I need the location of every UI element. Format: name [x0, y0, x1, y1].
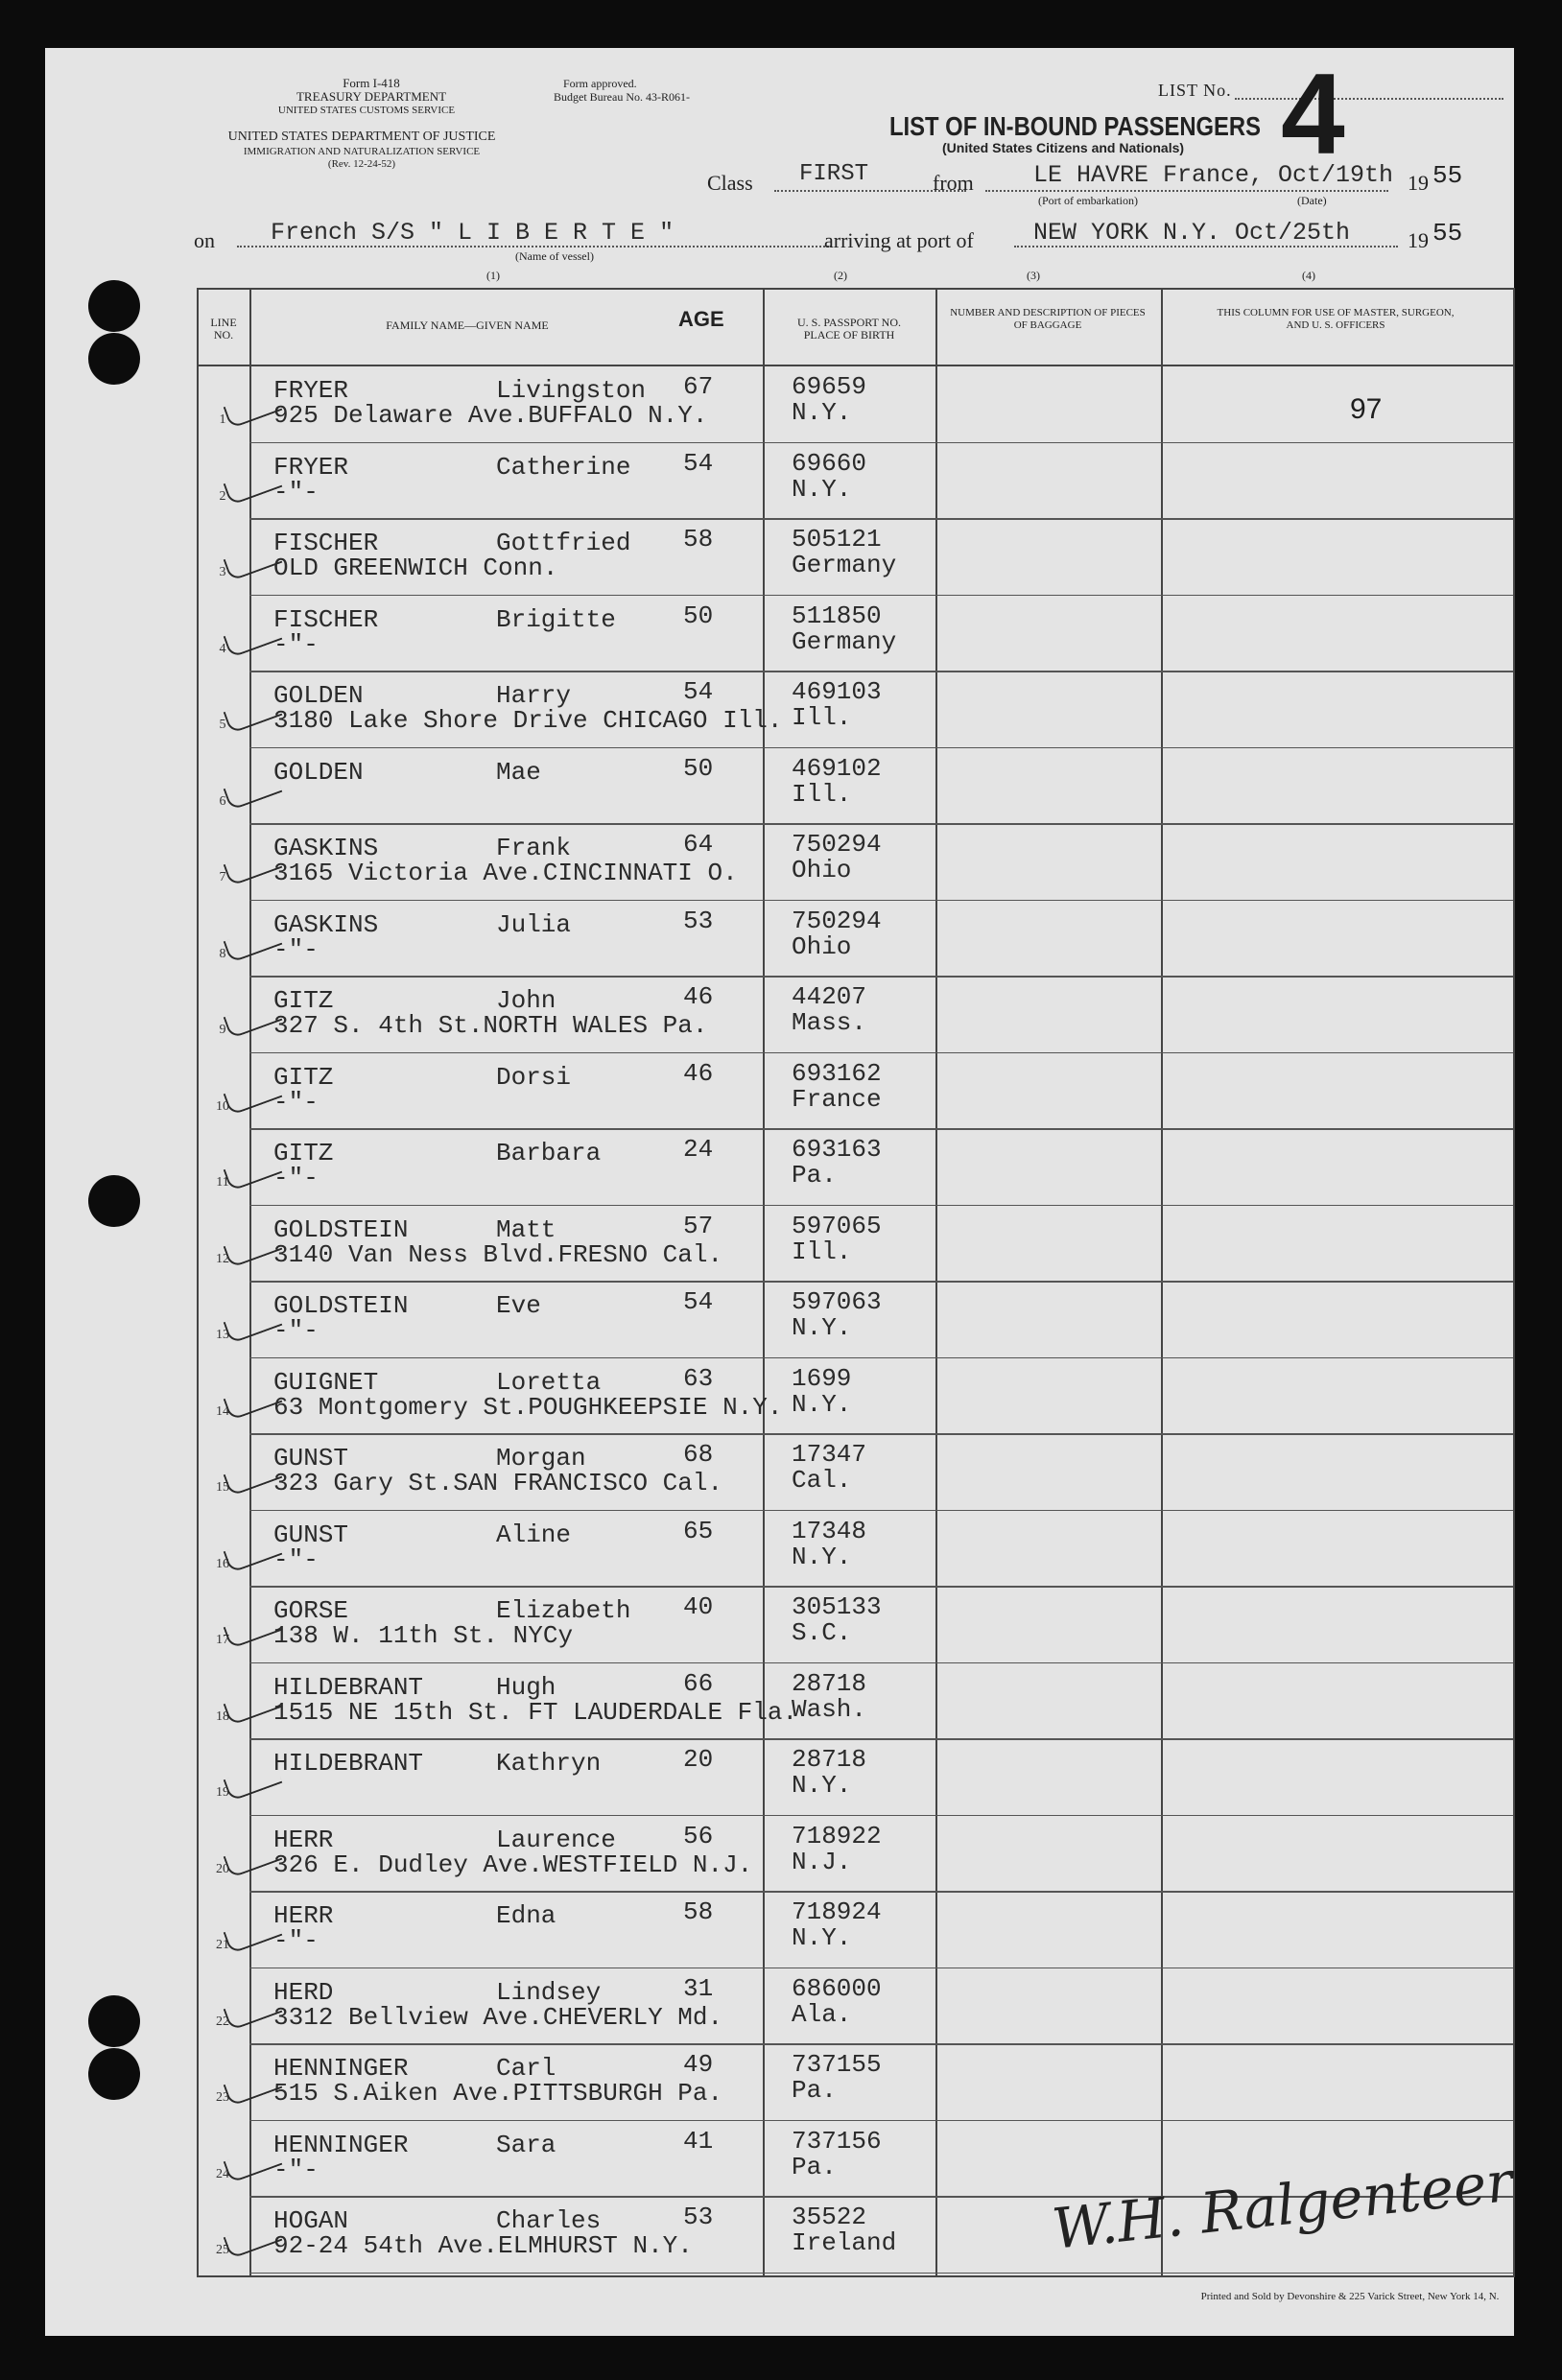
date-label: (Date): [1297, 194, 1327, 207]
given-name: Brigitte: [496, 604, 616, 634]
vessel-label: (Name of vessel): [515, 249, 594, 263]
given-name: Edna: [496, 1901, 556, 1930]
from-label: from: [933, 171, 974, 195]
passport-number: 737155: [792, 2050, 882, 2079]
row-divider: [249, 595, 1513, 597]
col-header-passport: U. S. PASSPORT NO. PLACE OF BIRTH: [797, 316, 901, 342]
age-value: 66: [683, 1668, 714, 1698]
col-header-line-no: LINE NO.: [210, 316, 237, 342]
col-header-officers: THIS COLUMN FOR USE OF MASTER, SURGEON, AND U. S. OFFICERS: [1217, 307, 1455, 331]
line-number: 8: [219, 946, 226, 961]
passport-number: 693163: [792, 1135, 882, 1164]
age-value: 24: [683, 1135, 714, 1164]
year2-value: 55: [1432, 219, 1463, 247]
line-number: 19: [216, 1785, 229, 1800]
revision-label: (Rev. 12-24-52): [327, 158, 396, 170]
given-name: Harry: [496, 681, 572, 710]
given-name: Kathryn: [496, 1749, 602, 1778]
page-subtitle: (United States Citizens and Nationals): [942, 140, 1185, 155]
address: -"-: [273, 2155, 319, 2184]
line-number: 24: [216, 2166, 229, 2181]
age-value: 67: [683, 372, 714, 401]
budget-label: Budget Bureau No. 43-R061-: [554, 90, 690, 104]
family-name: HOGAN: [273, 2206, 349, 2235]
punch-hole: [88, 1175, 140, 1227]
class-label: Class: [707, 171, 753, 195]
passport-number: 69659: [792, 372, 867, 401]
printer-imprint: Printed and Sold by Devonshire & 225 Varick Street, New York 14, N.: [1200, 2291, 1500, 2302]
line-number: 2: [219, 488, 226, 504]
family-name: GOLDSTEIN: [273, 1291, 409, 1320]
place-of-birth: N.Y.: [792, 474, 852, 504]
row-divider: [249, 671, 1513, 672]
given-name: Eve: [496, 1291, 541, 1320]
place-of-birth: Ill.: [792, 779, 852, 809]
family-name: HERD: [273, 1977, 334, 2007]
punch-hole: [88, 2048, 140, 2100]
row-divider: [249, 1205, 1513, 1207]
passport-number: 750294: [792, 830, 882, 859]
col-header-name: FAMILY NAME—GIVEN NAME: [386, 318, 549, 332]
col-marker-3: (3): [1027, 269, 1040, 282]
row-divider: [249, 976, 1513, 978]
family-name: FRYER: [273, 452, 349, 482]
col-marker-1: (1): [486, 269, 500, 282]
family-name: GOLDSTEIN: [273, 1214, 409, 1244]
list-no-label: LIST No.: [1158, 81, 1232, 100]
list-no-value: 4: [1281, 50, 1345, 178]
address: -"-: [273, 1316, 319, 1345]
address: -"-: [273, 1544, 319, 1574]
line-number: 17: [216, 1633, 229, 1647]
from-value: LE HAVRE France, Oct/19th: [1033, 161, 1394, 189]
family-name: FISCHER: [273, 604, 379, 634]
place-of-birth: Ill.: [792, 1237, 852, 1266]
address: 515 S.Aiken Ave.PITTSBURGH Pa.: [273, 2079, 723, 2108]
age-value: 41: [683, 2126, 714, 2156]
family-name: HENNINGER: [273, 2054, 409, 2083]
line-number: 1: [219, 412, 226, 427]
row-divider: [249, 900, 1513, 902]
address: -"-: [273, 934, 319, 964]
family-name: GITZ: [273, 986, 334, 1015]
row-divider: [249, 1433, 1513, 1435]
row-divider: [249, 2273, 1513, 2274]
age-value: 20: [683, 1745, 714, 1774]
place-of-birth: Ireland: [792, 2228, 897, 2257]
passport-number: 750294: [792, 906, 882, 935]
row-divider: [249, 1281, 1513, 1283]
passport-number: 693162: [792, 1058, 882, 1088]
signature: W.H. Ralgenteer: [1049, 2148, 1516, 2262]
given-name: Barbara: [496, 1139, 602, 1167]
age-value: 65: [683, 1516, 714, 1545]
row-divider: [249, 1815, 1513, 1817]
address: -"-: [273, 1926, 319, 1955]
punch-hole: [88, 1995, 140, 2047]
passport-number: 469103: [792, 677, 882, 706]
given-name: Gottfried: [496, 529, 631, 557]
address: -"-: [273, 1087, 319, 1117]
place-of-birth: Wash.: [792, 1694, 867, 1724]
given-name: Carl: [496, 2054, 556, 2083]
punch-hole: [88, 333, 140, 385]
given-name: Catherine: [496, 452, 631, 482]
line-number: 22: [216, 2014, 229, 2029]
line-number: 15: [216, 1480, 229, 1495]
passport-number: 718924: [792, 1897, 882, 1926]
row-divider: [249, 442, 1513, 444]
age-value: 64: [683, 830, 714, 859]
address: -"-: [273, 477, 319, 507]
family-name: HERR: [273, 1825, 334, 1854]
address: 138 W. 11th St. NYCy: [273, 1621, 574, 1650]
passport-number: 44207: [792, 982, 867, 1011]
family-name: GOLDEN: [273, 757, 364, 787]
line-number: 14: [216, 1403, 229, 1419]
place-of-birth: Pa.: [792, 1161, 837, 1190]
punch-hole: [88, 280, 140, 332]
line-number: 4: [219, 641, 226, 656]
age-value: 63: [683, 1363, 714, 1393]
row-divider: [249, 518, 1513, 520]
passport-number: 17348: [792, 1516, 867, 1545]
row-divider: [249, 1891, 1513, 1893]
list-no-line: [1235, 98, 1503, 100]
age-value: 68: [683, 1440, 714, 1469]
passport-number: 718922: [792, 1821, 882, 1850]
age-value: 46: [683, 982, 714, 1011]
row-divider: [249, 1586, 1513, 1588]
line-number: 6: [219, 793, 226, 809]
age-value: 54: [683, 1287, 714, 1316]
family-name: GITZ: [273, 1062, 334, 1092]
row-divider: [249, 2120, 1513, 2122]
age-value: 58: [683, 525, 714, 554]
given-name: Hugh: [496, 1672, 556, 1702]
family-name: FISCHER: [273, 529, 379, 557]
passport-number: 505121: [792, 525, 882, 554]
given-name: Mae: [496, 757, 541, 787]
page-title: LIST OF IN-BOUND PASSENGERS: [889, 111, 1262, 141]
place-of-birth: Ill.: [792, 703, 852, 732]
family-name: GOLDEN: [273, 681, 364, 710]
customs-label: UNITED STATES CUSTOMS SERVICE: [277, 105, 456, 116]
family-name: HILDEBRANT: [273, 1749, 424, 1778]
address: 92-24 54th Ave.ELMHURST N.Y.: [273, 2231, 693, 2260]
passport-number: 737156: [792, 2126, 882, 2156]
address: 323 Gary St.SAN FRANCISCO Cal.: [273, 1469, 723, 1497]
document-page: [45, 48, 1514, 2336]
address: 3180 Lake Shore Drive CHICAGO Ill.: [273, 706, 783, 735]
place-of-birth: N.Y.: [792, 1542, 852, 1571]
officer-note: 97: [1350, 393, 1383, 425]
family-name: GORSE: [273, 1596, 349, 1625]
family-name: GUNST: [273, 1444, 349, 1473]
year-value: 55: [1432, 161, 1463, 190]
class-value: FIRST: [799, 161, 869, 187]
passport-number: 597065: [792, 1211, 882, 1240]
place-of-birth: Ala.: [792, 1999, 852, 2029]
age-value: 49: [683, 2050, 714, 2079]
row-divider: [249, 1662, 1513, 1664]
from-line: [985, 190, 1388, 192]
on-label: on: [194, 228, 215, 252]
family-name: HENNINGER: [273, 2130, 409, 2159]
vessel-line: [237, 246, 832, 247]
family-name: GITZ: [273, 1139, 334, 1167]
vessel-value: French S/S " L I B E R T E ": [271, 219, 674, 247]
line-number: 13: [216, 1328, 229, 1342]
given-name: Morgan: [496, 1444, 586, 1473]
place-of-birth: Ohio: [792, 931, 852, 961]
age-value: 46: [683, 1058, 714, 1088]
age-value: 54: [683, 677, 714, 706]
place-of-birth: France: [792, 1084, 882, 1114]
col-header-age: AGE: [678, 307, 724, 331]
place-of-birth: Cal.: [792, 1466, 852, 1495]
address: 326 E. Dudley Ave.WESTFIELD N.J.: [273, 1850, 753, 1879]
row-divider: [249, 2043, 1513, 2045]
place-of-birth: N.Y.: [792, 398, 852, 427]
arriving-label: arriving at port of: [824, 228, 974, 252]
age-value: 53: [683, 906, 714, 935]
family-name: GASKINS: [273, 834, 379, 862]
age-value: 57: [683, 1211, 714, 1240]
passport-number: 511850: [792, 601, 882, 630]
family-name: HERR: [273, 1901, 334, 1930]
col-marker-2: (2): [834, 269, 847, 282]
line-number: 21: [216, 1938, 229, 1952]
given-name: Sara: [496, 2130, 556, 2159]
family-name: GASKINS: [273, 909, 379, 939]
line-number: 20: [216, 1861, 229, 1876]
passport-number: 305133: [792, 1592, 882, 1621]
place-of-birth: N.J.: [792, 1847, 852, 1876]
line-number: 10: [216, 1098, 229, 1114]
given-name: Charles: [496, 2206, 602, 2235]
given-name: Elizabeth: [496, 1596, 631, 1625]
given-name: John: [496, 986, 556, 1015]
passport-number: 35522: [792, 2203, 867, 2231]
given-name: Dorsi: [496, 1062, 572, 1092]
year2-prefix: 19: [1408, 228, 1429, 252]
given-name: Matt: [496, 1214, 556, 1244]
given-name: Frank: [496, 834, 572, 862]
address: 63 Montgomery St.POUGHKEEPSIE N.Y.: [273, 1392, 783, 1422]
justice-label: UNITED STATES DEPARTMENT OF JUSTICE: [227, 130, 496, 144]
address: 3165 Victoria Ave.CINCINNATI O.: [273, 859, 738, 887]
place-of-birth: N.Y.: [792, 1389, 852, 1419]
row-divider: [249, 1510, 1513, 1512]
age-value: 31: [683, 1973, 714, 2003]
line-number: 12: [216, 1251, 229, 1266]
given-name: Lindsey: [496, 1977, 602, 2007]
form-approved-label: Form approved.: [563, 77, 637, 90]
port-embark-label: (Port of embarkation): [1038, 194, 1138, 207]
year-prefix: 19: [1408, 171, 1429, 195]
col-header-baggage: NUMBER AND DESCRIPTION OF PIECES OF BAGGAGE: [950, 307, 1146, 331]
treasury-label: TREASURY DEPARTMENT: [296, 89, 447, 104]
address: OLD GREENWICH Conn.: [273, 554, 558, 582]
line-number: 16: [216, 1556, 229, 1571]
address: 327 S. 4th St.NORTH WALES Pa.: [273, 1011, 708, 1040]
address: -"-: [273, 629, 319, 659]
age-value: 54: [683, 448, 714, 478]
address: 1515 NE 15th St. FT LAUDERDALE Fla.: [273, 1697, 798, 1727]
address: -"-: [273, 1164, 319, 1192]
passport-number: 469102: [792, 753, 882, 783]
place-of-birth: N.Y.: [792, 1923, 852, 1952]
line-number: 11: [216, 1175, 229, 1190]
immigration-label: IMMIGRATION AND NATURALIZATION SERVICE: [243, 146, 481, 157]
age-value: 50: [683, 601, 714, 630]
place-of-birth: Pa.: [792, 2076, 837, 2105]
age-value: 53: [683, 2203, 714, 2231]
place-of-birth: Mass.: [792, 1008, 867, 1037]
row-divider: [249, 823, 1513, 825]
line-number: 3: [219, 565, 226, 579]
given-name: Loretta: [496, 1367, 602, 1397]
header-divider: [197, 365, 1513, 366]
given-name: Aline: [496, 1520, 572, 1549]
given-name: Livingston: [496, 376, 647, 405]
passport-number: 69660: [792, 448, 867, 478]
family-name: HILDEBRANT: [273, 1672, 424, 1702]
passport-number: 28718: [792, 1745, 867, 1774]
line-number: 23: [216, 2090, 229, 2105]
address: 3312 Bellview Ave.CHEVERLY Md.: [273, 2002, 723, 2032]
place-of-birth: Ohio: [792, 856, 852, 884]
arrival-line: [1014, 246, 1398, 247]
place-of-birth: S.C.: [792, 1618, 852, 1647]
line-number: 7: [219, 870, 226, 884]
row-divider: [249, 1128, 1513, 1130]
age-value: 56: [683, 1821, 714, 1850]
place-of-birth: Germany: [792, 626, 897, 656]
row-divider: [249, 1968, 1513, 1969]
place-of-birth: N.Y.: [792, 1771, 852, 1800]
age-value: 58: [683, 1897, 714, 1926]
row-divider: [249, 747, 1513, 749]
passport-number: 28718: [792, 1668, 867, 1698]
form-number: Form I-418: [343, 76, 400, 90]
place-of-birth: Germany: [792, 551, 897, 579]
place-of-birth: Pa.: [792, 2152, 837, 2181]
passport-number: 1699: [792, 1363, 852, 1393]
passport-number: 686000: [792, 1973, 882, 2003]
place-of-birth: N.Y.: [792, 1313, 852, 1342]
arrival-value: NEW YORK N.Y. Oct/25th: [1033, 219, 1351, 247]
family-name: FRYER: [273, 376, 349, 405]
line-number: 25: [216, 2243, 229, 2257]
given-name: Laurence: [496, 1825, 616, 1854]
col-marker-4: (4): [1302, 269, 1315, 282]
line-number: 9: [219, 1023, 226, 1037]
row-divider: [249, 1738, 1513, 1740]
row-divider: [249, 1052, 1513, 1054]
given-name: Julia: [496, 909, 572, 939]
passport-number: 17347: [792, 1440, 867, 1469]
age-value: 50: [683, 753, 714, 783]
address: 925 Delaware Ave.BUFFALO N.Y.: [273, 401, 708, 430]
line-number: 18: [216, 1708, 229, 1724]
family-name: GUIGNET: [273, 1367, 379, 1397]
passport-number: 597063: [792, 1287, 882, 1316]
line-number: 5: [219, 718, 226, 732]
row-divider: [249, 1357, 1513, 1359]
family-name: GUNST: [273, 1520, 349, 1549]
age-value: 40: [683, 1592, 714, 1621]
address: 3140 Van Ness Blvd.FRESNO Cal.: [273, 1239, 723, 1269]
